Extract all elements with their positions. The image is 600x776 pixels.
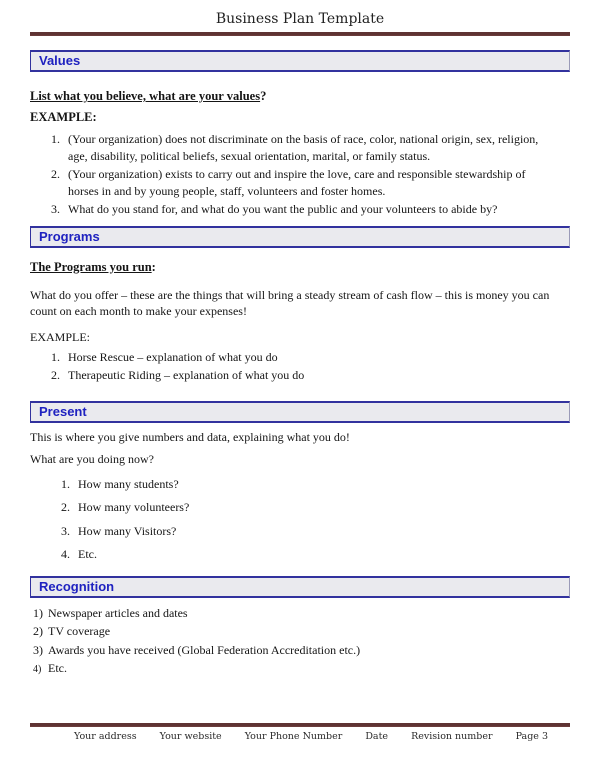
list-item: How many Visitors? bbox=[78, 523, 177, 538]
section-present bbox=[30, 401, 570, 563]
footer-revision: Revision number bbox=[411, 731, 493, 742]
section-heading-label: Values bbox=[39, 53, 81, 68]
document-title: Business Plan Template bbox=[215, 11, 385, 27]
list-item: Newspaper articles and dates bbox=[48, 605, 188, 620]
programs-prompt bbox=[30, 260, 570, 275]
section-heading-values bbox=[30, 50, 570, 72]
footer-address: Your address bbox=[74, 731, 137, 742]
footer-website: Your website bbox=[159, 731, 222, 742]
values-prompt-suffix: ? bbox=[260, 89, 267, 103]
section-heading-programs bbox=[30, 226, 570, 248]
section-heading-present bbox=[30, 401, 570, 423]
values-example-label: EXAMPLE: bbox=[30, 110, 97, 124]
list-item: How many students? bbox=[78, 476, 179, 491]
list-item: Therapeutic Riding – explanation of what you do bbox=[68, 368, 305, 382]
title-divider-rule bbox=[30, 32, 570, 36]
section-heading-label: Programs bbox=[39, 228, 100, 244]
section-values bbox=[30, 50, 570, 218]
present-intro-line1: This is where you give numbers and data, explaining what you do! bbox=[30, 429, 350, 444]
document-header bbox=[30, 11, 570, 36]
list-item: Etc. bbox=[78, 547, 97, 561]
list-item: What do you stand for, and what do you want the public and your volunteers to abide by? bbox=[68, 202, 498, 216]
programs-intro: What do you offer – these are the things that will bring a steady stream of cash flow – this is money you can count on each month to make your expenses! bbox=[30, 287, 550, 318]
list-item: How many volunteers? bbox=[78, 500, 190, 514]
footer-phone: Your Phone Number bbox=[244, 731, 343, 742]
document-footer bbox=[30, 719, 570, 742]
values-prompt bbox=[30, 89, 570, 104]
footer-date: Date bbox=[365, 731, 389, 742]
section-programs bbox=[30, 226, 570, 384]
values-list bbox=[30, 131, 570, 218]
footer-fields bbox=[30, 727, 570, 742]
section-heading-recognition bbox=[30, 576, 570, 598]
present-intro-line2: What are you doing now? bbox=[30, 451, 154, 466]
programs-list bbox=[30, 349, 570, 384]
programs-prompt-suffix: : bbox=[151, 259, 156, 274]
list-item: (Your organization) exists to carry out and inspire the love, care and responsible stewardship of horses in and by young people, staff, volunteers and foster homes. bbox=[68, 167, 526, 198]
recognition-list bbox=[30, 605, 570, 677]
programs-prompt-text: The Programs you run bbox=[30, 259, 152, 274]
list-item: Horse Rescue – explanation of what you do bbox=[68, 349, 278, 364]
list-item: TV coverage bbox=[48, 624, 111, 638]
section-recognition bbox=[30, 576, 570, 677]
list-item: (Your organization) does not discriminate on the basis of race, color, national origin, sex, religion, age, disability, political beliefs, sexual orientation, marital, or family status. bbox=[68, 132, 539, 163]
programs-example-label: EXAMPLE: bbox=[30, 329, 90, 344]
list-item: Etc. bbox=[48, 661, 67, 675]
footer-page-number: Page 3 bbox=[515, 731, 548, 742]
present-list bbox=[30, 476, 570, 563]
values-prompt-text: List what you believe, what are your values bbox=[30, 89, 261, 103]
section-heading-label: Present bbox=[39, 403, 87, 419]
list-item: Awards you have received (Global Federation Accreditation etc.) bbox=[48, 642, 361, 657]
section-heading-label: Recognition bbox=[39, 578, 115, 594]
